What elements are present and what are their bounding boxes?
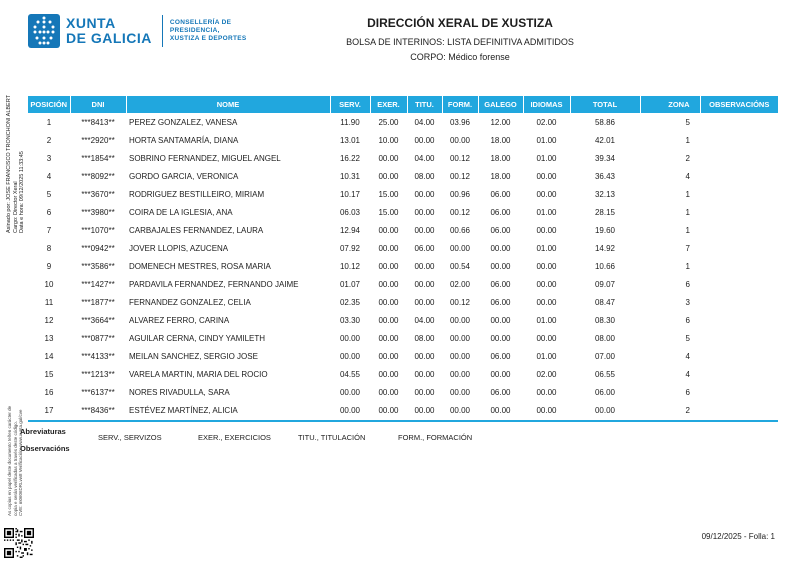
observations-label: Observacións	[20, 444, 70, 453]
column-header: IDIOMAS	[523, 96, 570, 113]
table-row: 12 ***3664** ALVAREZ FERRO, CARINA 03.30 00.00 04.00 00.00 00.00 01.00 08.30 6	[44, 315, 690, 325]
signature-role: Cargo: Director Xeral	[12, 181, 19, 233]
column-header: GALEGO	[478, 96, 523, 113]
brand-name	[66, 16, 152, 46]
abbreviations-row	[20, 427, 498, 445]
column-header: ZONA	[640, 96, 700, 113]
column-header: FORM.	[442, 96, 478, 113]
verification-note	[7, 406, 24, 516]
column-header: SERV.	[330, 96, 370, 113]
table-row: 1 ***8413** PEREZ GONZALEZ, VANESA 11.90 25.00 04.00 03.96 12.00 02.00 58.86 5	[46, 117, 690, 127]
abbreviation-item: FORM., FORMACIÓN	[398, 433, 473, 442]
table-row: 7 ***1070** CARBAJALES FERNANDEZ, LAURA 12.94 00.00 00.00 00.66 06.00 00.00 19.60 1	[46, 225, 690, 235]
signature-block	[6, 95, 26, 233]
conselleria-name	[170, 19, 247, 43]
table-row: 8 ***0942** JOVER LLOPIS, AZUCENA 07.92 00.00 06.00 00.00 00.00 01.00 14.92 7	[46, 243, 690, 253]
xunta-emblem-icon	[28, 14, 60, 48]
table-row: 9 ***3586** DOMENECH MESTRES, ROSA MARIA 10.12 00.00 00.00 00.54 00.00 00.00 10.66 1	[46, 261, 690, 271]
column-header: POSICIÓN	[28, 96, 70, 113]
table-row: 11 ***1877** FERNANDEZ GONZALEZ, CELIA 02.35 00.00 00.00 00.12 06.00 00.00 08.47 3	[44, 297, 690, 307]
org-line3: XUSTIZA E DEPORTES	[169, 35, 247, 42]
column-header: NOME	[126, 96, 330, 113]
org-line2: PRESIDENCIA,	[169, 27, 220, 34]
list-subtitle: BOLSA DE INTERINOS: LISTA DEFINITIVA ADMITIDOS	[346, 37, 574, 47]
column-header: TOTAL	[570, 96, 640, 113]
column-header: TITU.	[407, 96, 442, 113]
column-header: EXER.	[370, 96, 407, 113]
table-row: 5 ***3670** RODRIGUEZ BESTILLEIRO, MIRIAM 10.17 15.00 00.00 00.96 06.00 00.00 32.13 1	[46, 189, 690, 199]
org-line1: CONSELLERÍA DE	[169, 19, 232, 26]
table-bottom-rule	[28, 420, 778, 422]
table-row: 14 ***4133** MEILAN SANCHEZ, SERGIO JOSE 00.00 00.00 00.00 00.00 06.00 01.00 07.00 4	[44, 351, 690, 361]
logo-divider	[162, 15, 163, 47]
page-title: DIRECCIÓN XERAL DE XUSTIZA	[367, 16, 553, 30]
column-header: OBSERVACIÓNS	[700, 96, 778, 113]
abbreviation-item: EXER., EXERCICIOS	[198, 433, 271, 442]
abbreviations-label: Abreviaturas	[20, 427, 66, 436]
table-header-row	[28, 96, 778, 113]
table-row: 6 ***3980** COIRA DE LA IGLESIA, ANA 06.03 15.00 00.00 00.12 06.00 01.00 28.15 1	[46, 207, 690, 217]
column-header: DNI	[70, 96, 126, 113]
xunta-logo	[28, 14, 247, 48]
date-page-number: 09/12/2025 - Folla: 1	[701, 532, 775, 541]
table-row: 2 ***2920** HORTA SANTAMARÍA, DIANA 13.01 10.00 00.00 00.00 18.00 01.00 42.01 1	[46, 135, 690, 145]
table-row: 4 ***8092** GORDO GARCIA, VERONICA 10.31 00.00 08.00 00.12 18.00 00.00 36.43 4	[46, 171, 690, 181]
table-row: 17 ***8436** ESTÉVEZ MARTÍNEZ, ALICIA 00.00 00.00 00.00 00.00 00.00 00.00 00.00 2	[44, 405, 690, 415]
signature-signer: Asinado por: JOSE FRANCISCO TRONCHONI ALBERT	[6, 95, 12, 233]
table-row: 3 ***1854** SOBRINO FERNANDEZ, MIGUEL ANGEL 16.22 00.00 04.00 00.12 18.00 01.00 39.34 2	[46, 153, 690, 163]
document-titles	[240, 16, 680, 62]
brand-line2: DE GALICIA	[66, 30, 152, 46]
cve-line: CVE: m0606DRLvw8 Verificación: www.xunta.gal/cve	[18, 409, 23, 516]
abbreviations-list	[98, 427, 498, 445]
qr-code	[4, 528, 34, 558]
note-line1: As copias en papel deste documento teñen carácter de	[7, 405, 12, 516]
brand-line1: XUNTA	[66, 15, 116, 31]
results-table	[28, 96, 778, 419]
table-row: 16 ***6137** NORES RIVADULLA, SARA 00.00 00.00 00.00 00.00 06.00 00.00 06.00 6	[44, 387, 690, 397]
signature-datetime: Data e hora: 09/12/2025 11:33:45	[19, 151, 25, 233]
corpo-subtitle: CORPO: Médico forense	[410, 52, 510, 62]
abbreviation-item: SERV., SERVIZOS	[98, 433, 162, 442]
abbreviation-item: TITU., TITULACIÓN	[298, 433, 366, 442]
note-line2: copia e serán verificadas a través deste código.	[12, 420, 18, 516]
table-row: 15 ***1213** VARELA MARTIN, MARIA DEL ROCIO 04.55 00.00 00.00 00.00 00.00 02.00 06.55 4	[44, 369, 690, 379]
table-row: 13 ***0877** AGUILAR CERNA, CINDY YAMILETH 00.00 00.00 08.00 00.00 00.00 00.00 08.00 5	[44, 333, 690, 343]
table-row: 10 ***1427** PARDAVILA FERNANDEZ, FERNANDO JAIME 01.07 00.00 00.00 02.00 06.00 00.00 09.07 6	[44, 279, 690, 289]
